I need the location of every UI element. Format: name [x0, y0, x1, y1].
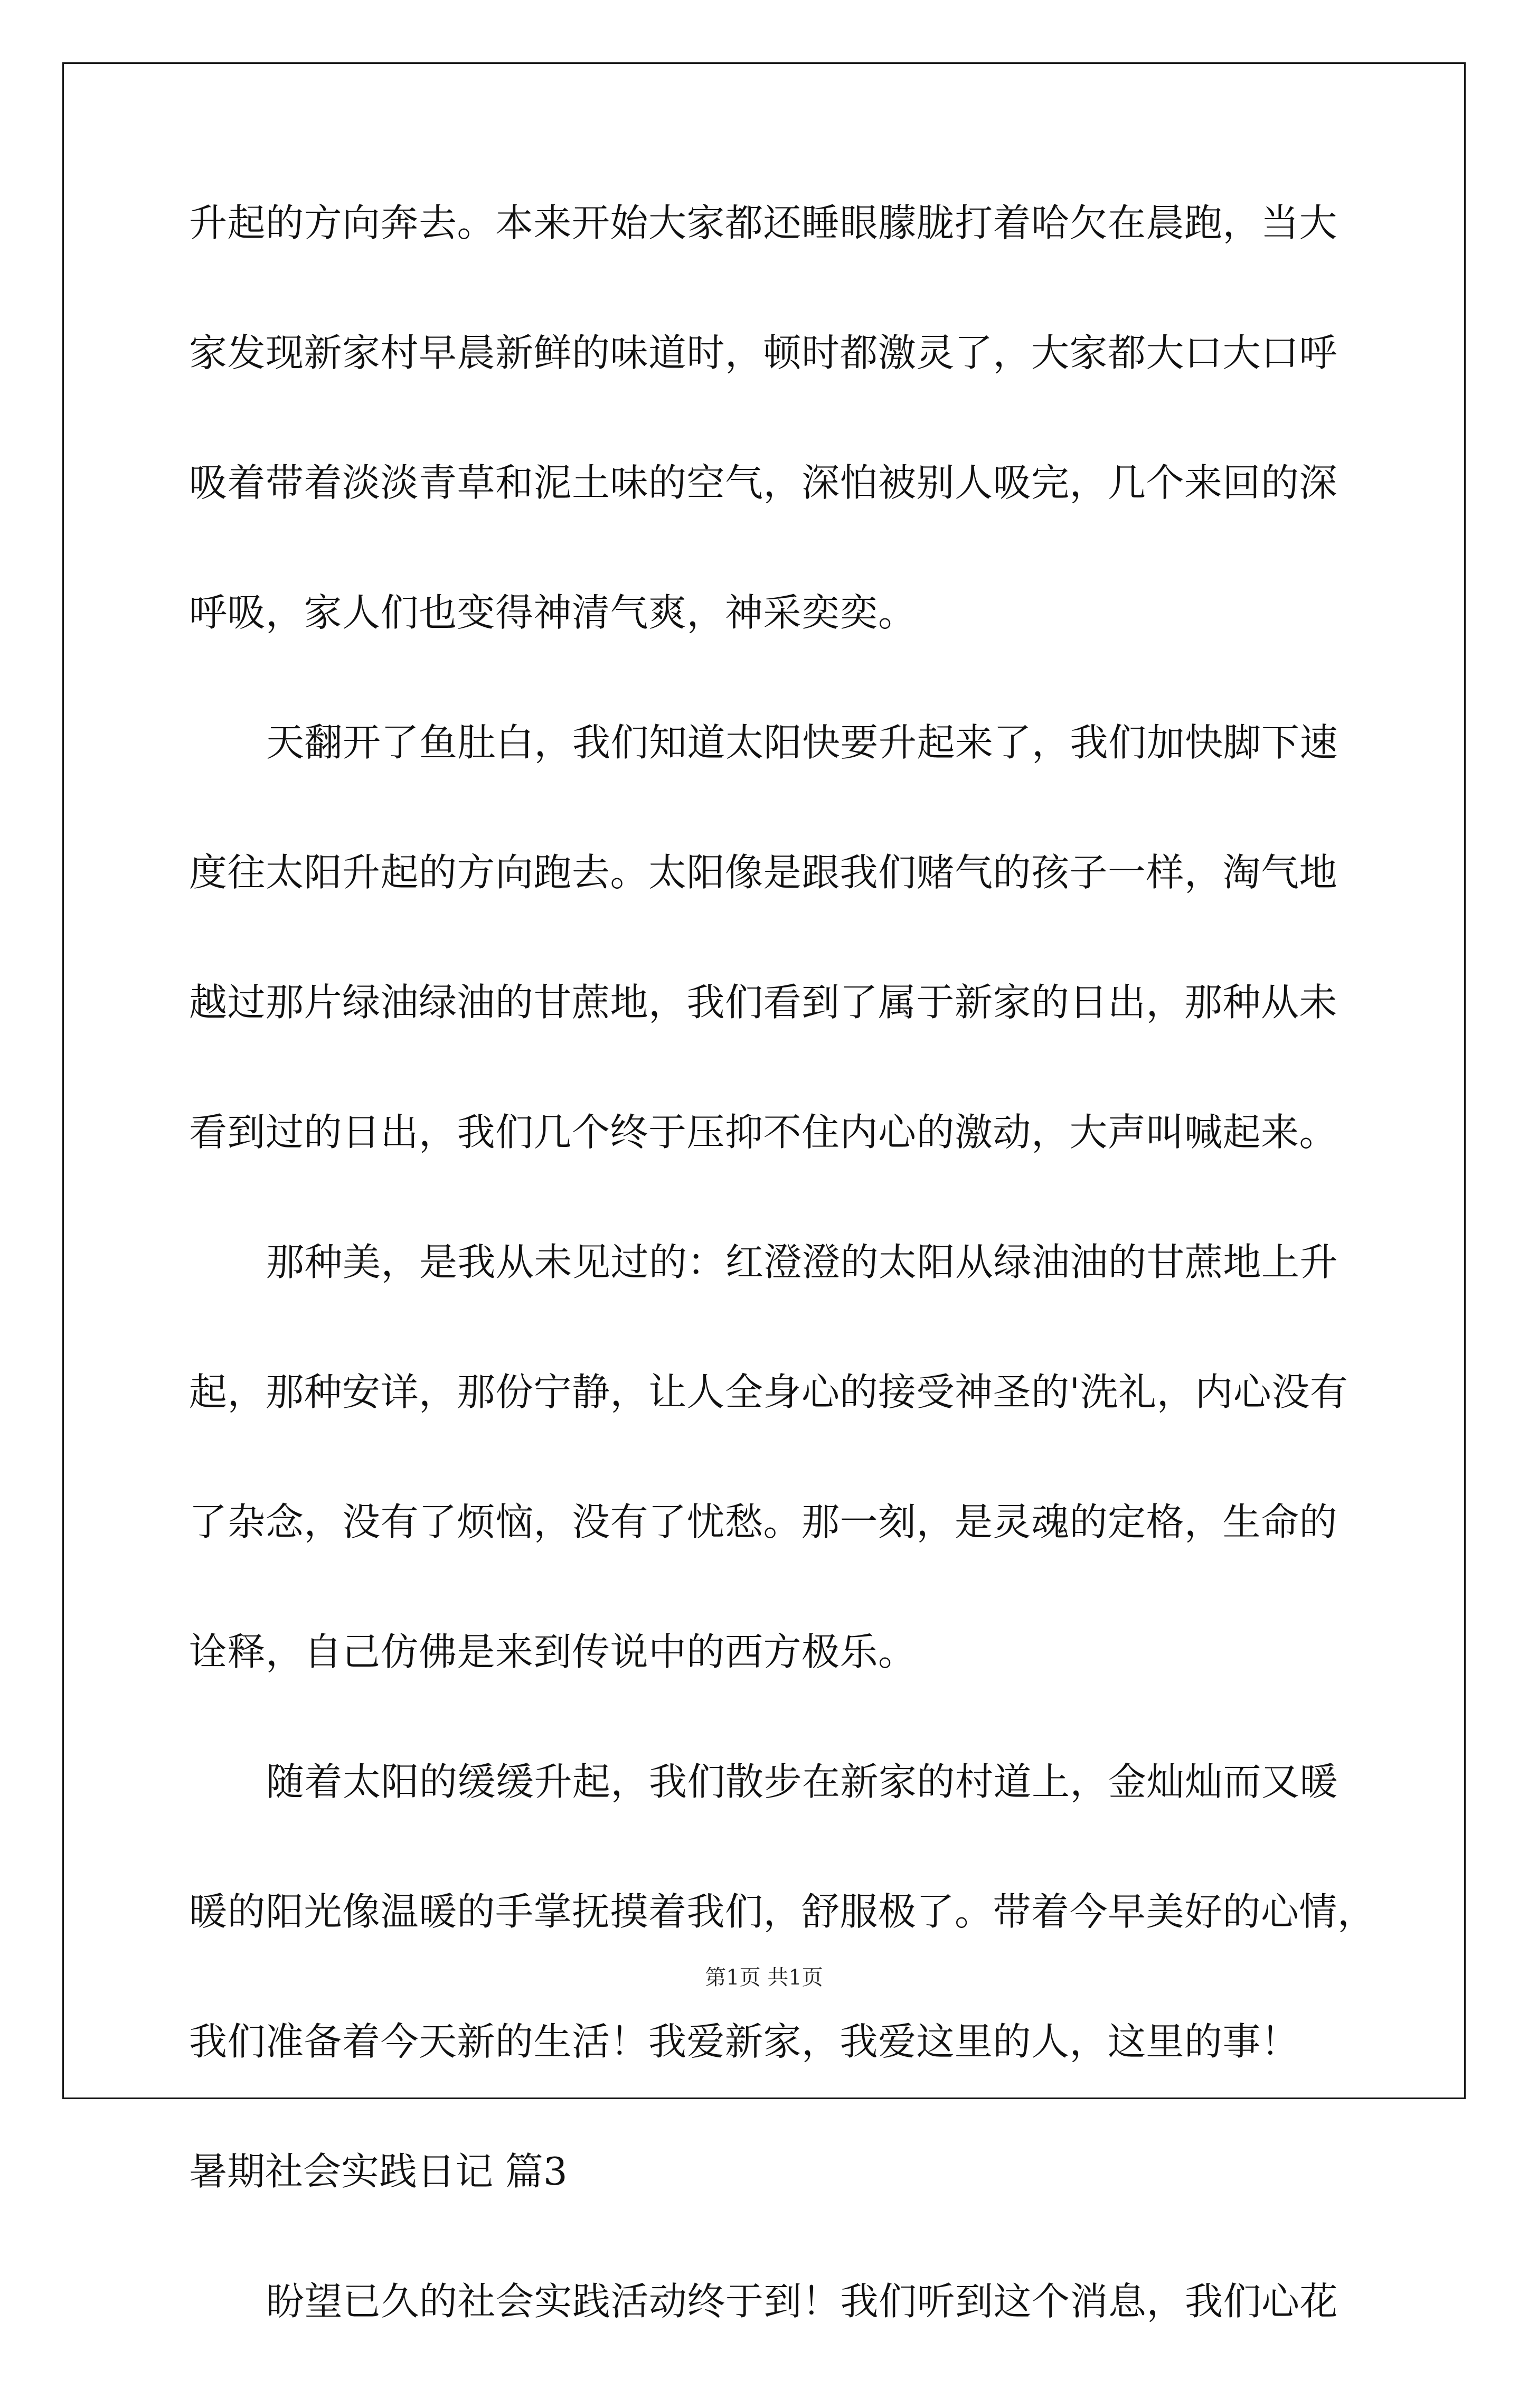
paragraph-line: 呼吸，家人们也变得神清气爽，神采奕奕。 — [189, 590, 917, 635]
paragraph-line: 升起的方向奔去。本来开始大家都还睡眼朦胧打着哈欠在晨跑，当大 — [189, 201, 1338, 245]
paragraph-line: 越过那片绿油绿油的甘蔗地，我们看到了属于新家的日出，那种从未 — [189, 980, 1338, 1024]
paragraph-line: 了杂念，没有了烦恼，没有了忧愁。那一刻，是灵魂的定格，生命的 — [189, 1500, 1338, 1544]
paragraph-line: 那种美，是我从未见过的：红澄澄的太阳从绿油油的甘蔗地上升 — [266, 1240, 1338, 1284]
paragraph-line: 盼望已久的社会实践活动终于到！我们听到这个消息，我们心花 — [266, 2279, 1338, 2324]
page-footer: 第1页 共1页 — [705, 1965, 823, 1990]
paragraph-line: 诠释，自己仿佛是来到传说中的西方极乐。 — [189, 1630, 917, 1674]
paragraph-line: 暖的阳光像温暖的手掌抚摸着我们，舒服极了。带着今早美好的心情， — [189, 1889, 1376, 1934]
paragraph-line: 我们准备着今天新的生活！我爱新家，我爱这里的人，这里的事！ — [189, 2019, 1299, 2064]
paragraph-line: 天翻开了鱼肚白，我们知道太阳快要升起来了，我们加快脚下速 — [266, 720, 1338, 765]
paragraph-line: 度往太阳升起的方向跑去。太阳像是跟我们赌气的孩子一样，淘气地 — [189, 850, 1338, 895]
paragraph-line: 随着太阳的缓缓升起，我们散步在新家的村道上，金灿灿而又暖 — [266, 1760, 1338, 1804]
paragraph-line: 起，那种安详，那份宁静，让人全身心的接受神圣的'洗礼，内心没有 — [189, 1370, 1348, 1414]
document-body — [189, 200, 1376, 2408]
paragraph-line: 家发现新家村早晨新鲜的味道时，顿时都激灵了，大家都大口大口呼 — [189, 331, 1338, 375]
paragraph-line: 吸着带着淡淡青草和泥土味的空气，深怕被别人吸完，几个来回的深 — [189, 460, 1338, 505]
paragraph-line: 看到过的日出，我们几个终于压抑不住内心的激动，大声叫喊起来。 — [189, 1110, 1338, 1154]
section-heading: 暑期社会实践日记 篇3 — [189, 2149, 568, 2194]
